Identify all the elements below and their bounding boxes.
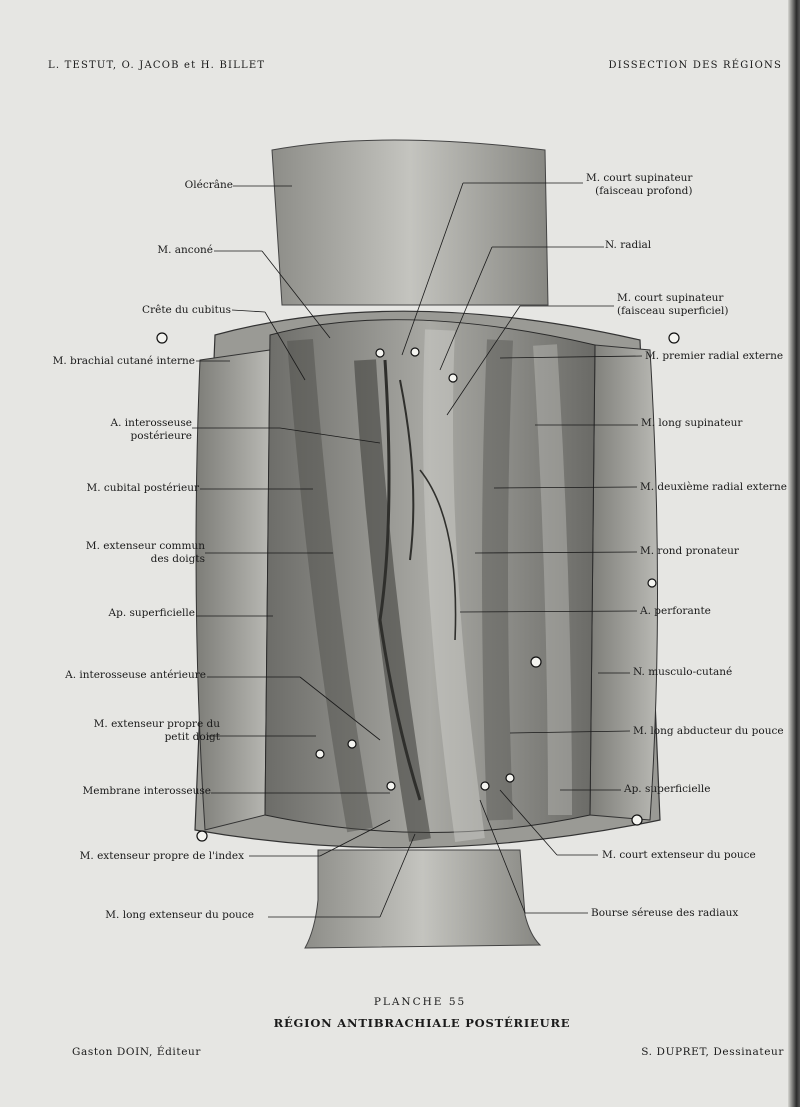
label-extenseur-index: M. extenseur propre de l'index xyxy=(79,850,244,862)
label-long-extenseur-pouce: M. long extenseur du pouce xyxy=(105,909,254,921)
label-long-abducteur-pouce: M. long abducteur du pouce xyxy=(633,725,784,737)
label-interosseuse-posterieure: A. interosseuse postérieure xyxy=(110,417,192,442)
wrist-stump xyxy=(305,850,540,948)
label-musculo-cutane: N. musculo-cutané xyxy=(633,666,733,678)
header-authors: L. TESTUT, O. JACOB et H. BILLET xyxy=(48,60,266,71)
label-bourse-sereuse: Bourse séreuse des radiaux xyxy=(591,907,739,919)
label-long-supinateur: M. long supinateur xyxy=(641,417,743,429)
label-artere-perforante: A. perforante xyxy=(640,605,711,617)
plate-title: RÉGION ANTIBRACHIALE POSTÉRIEURE xyxy=(273,1016,571,1030)
left-skin-flap xyxy=(196,350,270,830)
label-olecrane: Olécrâne xyxy=(184,179,233,191)
plate-number: PLANCHE 55 xyxy=(373,996,467,1008)
label-membrane-interosseuse: Membrane interosseuse xyxy=(82,785,211,797)
label-interosseuse-anterieure: A. interosseuse antérieure xyxy=(65,669,206,681)
label-crete-cubitus: Crête du cubitus xyxy=(142,304,231,316)
label-rond-pronateur: M. rond pronateur xyxy=(640,545,739,557)
label-nerf-radial: N. radial xyxy=(605,239,652,251)
label-court-supinateur-profond: M. court supinateur (faisceau profond) xyxy=(586,172,693,197)
footer-publisher: Gaston DOIN, Éditeur xyxy=(72,1046,202,1058)
footer-artist: S. DUPRET, Dessinateur xyxy=(641,1046,784,1058)
label-deuxieme-radial-externe: M. deuxième radial externe xyxy=(640,481,788,493)
label-court-extenseur-pouce: M. court extenseur du pouce xyxy=(602,849,756,861)
label-ap-superficielle-right: Ap. superficielle xyxy=(624,783,711,795)
header-section: DISSECTION DES RÉGIONS xyxy=(608,60,782,71)
label-ap-superficielle-left: Ap. superficielle xyxy=(108,607,195,619)
label-brachial-cutane-interne: M. brachial cutané interne xyxy=(52,355,195,367)
olecranon-stump xyxy=(272,140,548,305)
label-extenseur-petit-doigt: M. extenseur propre du petit doigt xyxy=(93,718,220,743)
label-cubital-posterieur: M. cubital postérieur xyxy=(86,482,199,494)
label-extenseur-commun: M. extenseur commun des doigts xyxy=(85,540,205,565)
label-ancone: M. anconé xyxy=(157,244,213,256)
label-court-supinateur-superficiel: M. court supinateur (faisceau superficiel) xyxy=(617,292,729,317)
label-premier-radial-externe: M. premier radial externe xyxy=(645,350,784,362)
